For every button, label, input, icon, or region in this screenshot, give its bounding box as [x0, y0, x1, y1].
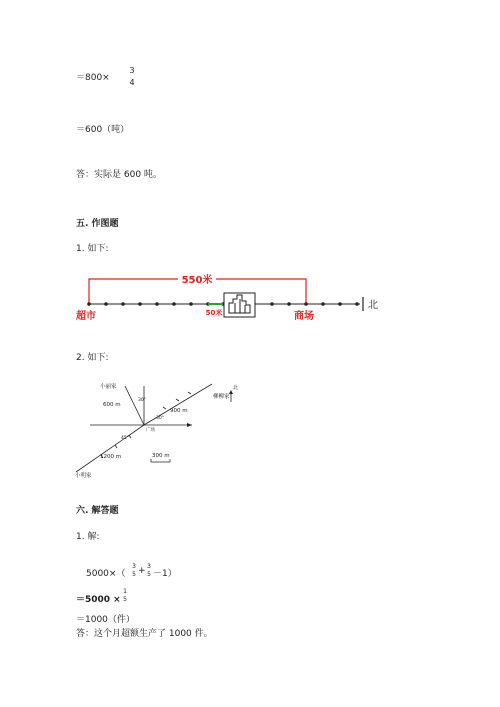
- final-answer: 答：这个月超额生产了 1000 件。: [76, 629, 213, 639]
- label-xiaoli: 小丽家: [100, 384, 117, 390]
- label-supermarket: 超市: [76, 311, 96, 322]
- frac1-num: 3: [132, 563, 136, 570]
- question-label-2: 2. 如下:: [76, 353, 109, 363]
- frac2-num: 3: [147, 563, 151, 570]
- fraction-denominator: 4: [129, 78, 135, 87]
- section-heading-5: 五. 作图题: [76, 219, 119, 229]
- north-label: 北: [368, 300, 378, 311]
- label-600m: 600 m: [103, 402, 121, 408]
- expr-line-2: ＝5000 ×: [76, 595, 121, 605]
- scale-bar: [151, 459, 170, 462]
- frac3-num: 1: [123, 588, 127, 595]
- label-xiaoming: 小明家: [75, 473, 92, 478]
- label-1200m: 1200 m: [100, 454, 122, 460]
- frac3-den: 5: [123, 596, 127, 603]
- expr-prefix: 5000×（: [86, 569, 126, 579]
- label-angle-30a: 30°: [138, 398, 146, 403]
- scale-bar-label: 300 m: [152, 453, 170, 459]
- question-label-1: 1. 如下:: [76, 244, 109, 254]
- calc-line-2: ＝600（吨）: [76, 125, 130, 135]
- route-map: [70, 265, 400, 325]
- label-square: 广场: [146, 428, 155, 433]
- minus-one: －1）: [153, 569, 177, 579]
- distance-label: 550米: [181, 275, 213, 286]
- label-angle-30b: 30°: [156, 416, 164, 421]
- section-heading-6: 六. 解答题: [76, 506, 119, 516]
- line-to-liuliu: [144, 384, 212, 425]
- scale-label: 50米: [205, 309, 223, 317]
- label-mall: 商场: [294, 311, 314, 322]
- expr-line-3: ＝1000（件）: [76, 615, 135, 625]
- plus-sign: +: [138, 566, 146, 576]
- fraction-numerator: 3: [129, 66, 135, 75]
- label-liuliu: 柳柳家: [213, 394, 230, 400]
- direction-map: [70, 378, 250, 478]
- label-angle-45: 45°: [121, 436, 129, 441]
- label-900m: 900 m: [170, 408, 188, 414]
- frac2-den: 5: [147, 571, 151, 578]
- calc-line-1: ＝800×: [76, 73, 110, 83]
- line-to-xiaoming: [76, 425, 144, 472]
- solution-label: 1. 解:: [76, 532, 100, 542]
- liuliu-ticks: [163, 392, 191, 409]
- frac1-den: 5: [132, 571, 136, 578]
- answer-line: 答：实际是 600 吨。: [76, 170, 162, 180]
- line-to-xiaoli: [125, 386, 144, 425]
- north-label-2: 北: [233, 385, 239, 391]
- east-arrow-icon: [187, 423, 192, 427]
